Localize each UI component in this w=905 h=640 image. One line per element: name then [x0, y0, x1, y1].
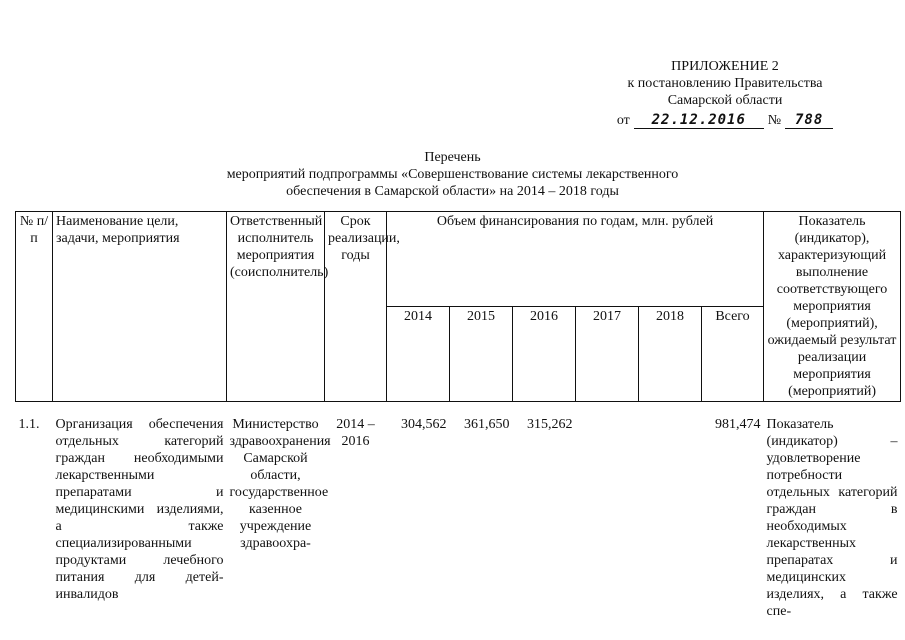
heading-line-3: обеспечения в Самарской области» на 2014 – 2018 годы: [286, 184, 619, 199]
header-year-2017: 2017: [576, 307, 639, 402]
header-year-2015: 2015: [450, 307, 513, 402]
handwritten-date: 22.12.2016: [634, 113, 764, 129]
header-funding-group: Объем финансирования по годам, млн. рублей: [387, 212, 764, 307]
row-indicator: Показатель (индикатор) – удовлетворение потребности отдельных категорий граждан в необходимых лекарственных препаратах и медицинских изделиях, а также спе-: [766, 417, 898, 619]
row-funding-2018: [639, 416, 702, 620]
heading-line-1: Перечень: [424, 150, 481, 165]
header-name: Наименование цели, задачи, мероприятия: [53, 212, 227, 402]
row-funding-2015: 361,650: [464, 417, 510, 432]
appendix-reference: к постановлению Правительства: [627, 76, 823, 91]
header-year-2014: 2014: [387, 307, 450, 402]
handwritten-number: 788: [785, 113, 833, 129]
row-num: 1.1.: [18, 417, 40, 432]
row-funding-2014: 304,562: [401, 417, 447, 432]
measures-table: [15, 211, 901, 620]
from-label: от: [616, 113, 630, 128]
table-spacer: [16, 402, 901, 417]
header-total: Всего: [702, 307, 764, 402]
number-label: №: [767, 113, 782, 128]
header-year-2018: 2018: [639, 307, 702, 402]
appendix-title: ПРИЛОЖЕНИЕ 2: [671, 59, 779, 74]
row-term: 2014 – 2016: [336, 417, 375, 449]
appendix-header: [600, 58, 850, 129]
header-num: № п/п: [16, 212, 53, 402]
table-row: [16, 416, 901, 620]
appendix-region: Самарской области: [667, 93, 783, 108]
table-header-row-1: [16, 212, 901, 307]
document-heading: [180, 149, 725, 200]
header-responsible: Ответственный исполнитель мероприятия (соисполнитель): [227, 212, 325, 402]
appendix-date-number: [600, 112, 850, 129]
row-funding-2017: [576, 416, 639, 620]
header-year-2016: 2016: [513, 307, 576, 402]
row-responsible: Министерство здравоохранения Самарской области, государственное казенное учреждение здравоохра-: [229, 417, 331, 551]
heading-line-2: мероприятий подпрограммы «Совершенствование системы лекарственного: [226, 167, 679, 182]
row-funding-total: 981,474: [715, 417, 761, 432]
header-indicator: Показатель (индикатор), характеризующий выполнение соответствующего мероприятия (мероприятий), ожидаемый результат реализации мероприятия (мероприятий): [764, 212, 901, 402]
header-term: Срок реализации, годы: [325, 212, 387, 402]
row-funding-2016: 315,262: [527, 417, 573, 432]
row-name: Организация обеспечения отдельных категорий граждан необходимыми лекарственными препаратами и медицинскими изделиями, а также специализированными продуктами лечебного питания для детей-инвалидов: [55, 417, 224, 602]
